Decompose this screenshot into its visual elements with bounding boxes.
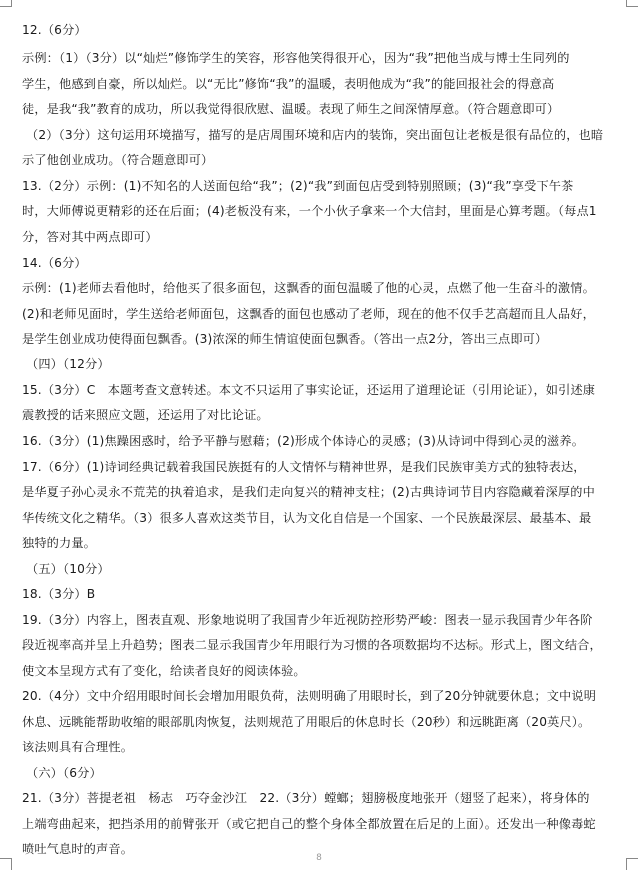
q13-answer-line: 13.（2分）示例：(1)不知名的人送面包给“我”；(2)“我”到面包店受到特别照顾；(3)“我”享受下午茶 bbox=[22, 179, 574, 193]
q14-heading: 14.（6分） bbox=[22, 256, 87, 270]
q12-part2-line: 示了他创业成功。（符合题意即可） bbox=[22, 153, 214, 167]
q12-answer-line: 徒，是我“我”教育的成功，所以我觉得很欣慰、温暖。表现了师生之间深情厚意。（符合题意即可） bbox=[22, 102, 560, 116]
q17-answer-line: 17.（6分）(1)诗词经典记载着我国民族挺有的人文情怀与精神世界，是我们民族审美方式的独特表达， bbox=[22, 460, 586, 474]
q19-answer-line: 19.（3分）内容上，图表直观、形象地说明了我国青少年近视防控形势严峻：图表一显示我国青少年各阶 bbox=[22, 613, 593, 627]
q21-22-answer-line: 喷吐气息时的声音。 bbox=[22, 842, 134, 856]
q19-answer-line: 段近视率高并呈上升趋势；图表二显示我国青少年用眼行为习惯的各项数据均不达标。形式上，图文结合， bbox=[22, 638, 602, 652]
q20-answer-line: 20.（4分）文中介绍用眼时间长会增加用眼负荷，法则明确了用眼时长，到了20分钟就要休息；文中说明 bbox=[22, 689, 597, 703]
q12-heading: 12.（6分） bbox=[22, 23, 87, 37]
q14-answer-line: (2)和老师见面时，学生送给老师面包，这飘香的面包也感动了老师，现在的他不仅手艺高超而且人品好， bbox=[22, 307, 595, 321]
q20-answer-line: 休息、远眺能帮助收缩的眼部肌肉恢复，法则规范了用眼后的休息时长（20秒）和远眺距离（20英尺）。 bbox=[22, 715, 591, 729]
q14-answer-line: 是学生创业成功使得面包飘香。(3)浓深的师生情谊使面包飘香。（答出一点2分，答出三点即可） bbox=[22, 332, 548, 346]
q19-answer-line: 使文本呈现方式有了变化，给读者良好的阅读体验。 bbox=[22, 664, 306, 678]
q21-22-answer-line: 21.（3分）菩提老祖 杨志 巧夺金沙江 22.（3分）螳螂；翅膀极度地张开（翅竖了起来），将身体的 bbox=[22, 791, 590, 805]
section-4-heading: （四）（12分） bbox=[26, 357, 110, 371]
q17-answer-line: 独特的力量。 bbox=[22, 536, 97, 550]
q18-answer-line: 18.（3分）B bbox=[22, 587, 96, 601]
q13-answer-line: 时，大师傅说更精彩的还在后面；(4)老板没有来，一个小伙子拿来一个大信封，里面是心算考题。（每点1 bbox=[22, 204, 597, 218]
crop-mark-top-right-v bbox=[626, 0, 627, 7]
q21-22-answer-line: 上端弯曲起来，把挡杀用的前臂张开（或它把自己的整个身体全都放置在后足的上面）。还发出一种像毒蛇 bbox=[22, 817, 596, 831]
q15-answer-line: 15.（3分）C 本题考查文意转述。本文不只运用了事实论证，还运用了道理论证（引用论证），如引述康 bbox=[22, 383, 596, 397]
crop-mark-top-left-v bbox=[11, 0, 12, 7]
section-6-heading: （六）（6分） bbox=[26, 766, 102, 780]
q12-answer-line: 示例：（1）（3分）以“灿烂”修饰学生的笑容，形容他笑得很开心，因为“我”把他当成与博士生同列的 bbox=[22, 51, 570, 65]
q14-answer-line: 示例：(1)老师去看他时，给他买了很多面包，这飘香的面包温暖了他的心灵，点燃了他一生奋斗的激情。 bbox=[22, 281, 595, 295]
q17-answer-line: 华传统文化之精华。（3）很多人喜欢这类节目，认为文化自信是一个国家、一个民族最深层、最基本、最 bbox=[22, 511, 592, 525]
q13-answer-line: 分，答对其中两点即可） bbox=[22, 230, 158, 244]
q16-answer-line: 16.（3分）(1)焦躁困惑时，给予平静与慰藉；(2)形成个体诗心的灵感；(3)从诗词中得到心灵的滋养。 bbox=[22, 434, 585, 448]
q12-part2-line: （2）（3分）这句运用环境描写，描写的是店周围环境和店内的装饰，突出面包让老板是很有品位的，也暗 bbox=[26, 128, 604, 142]
q12-answer-line: 学生，他感到自豪，所以灿烂。以“无比”修饰“我”的温暖，表明他成为“我”的能回报社会的得意高 bbox=[22, 77, 555, 91]
page-number: 8 bbox=[316, 853, 322, 863]
section-5-heading: （五）（10分） bbox=[26, 562, 110, 576]
q15-answer-line: 震教授的话来照应文题，还运用了对比论证。 bbox=[22, 408, 269, 422]
crop-mark-top-right-h bbox=[626, 6, 638, 7]
q17-answer-line: 是华夏子孙心灵永不荒芜的执着追求，是我们走向复兴的精神支柱；(2)古典诗词节目内容隐藏着深厚的中 bbox=[22, 485, 595, 499]
q20-answer-line: 该法则具有合理性。 bbox=[22, 740, 134, 754]
